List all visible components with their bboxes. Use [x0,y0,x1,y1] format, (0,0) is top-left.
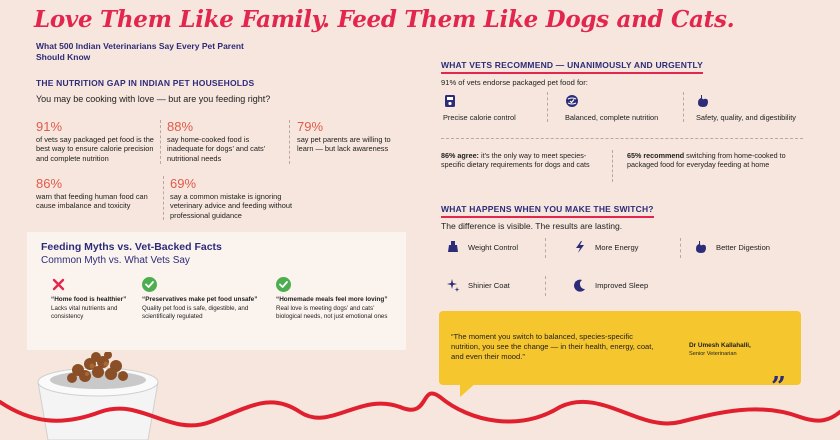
recommend-text: switching from home-cooked to packaged food for everyday feeding at home [627,151,786,170]
feature-label: Balanced, complete nutrition [565,113,659,122]
cross-icon [51,277,66,292]
benefit-item [694,240,770,254]
svg-text:z: z [575,280,578,285]
sparkle-icon [446,278,460,292]
gap-heading-text: THE NUTRITION GAP IN INDIAN PET HOUSEHOLDS [36,78,255,88]
stat-card [36,176,158,211]
heading-underline [441,216,654,218]
benefit-label: More Energy [595,242,639,252]
agree-text: it’s the only way to meet species-specific dietary requirements for dogs and cats [441,151,590,170]
myth-quote: “Home food is healthier” [51,296,127,303]
stat-percent: 79% [297,119,324,134]
benefit-label: Weight Control [468,242,519,252]
benefit-item [446,278,510,292]
recommend-heading [441,60,703,74]
stomach-icon [696,94,710,108]
red-ribbon-line [0,382,840,440]
stat-text: say home-cooked food is inadequate for dogs’ and cats’ nutritional needs [167,135,266,163]
divider [683,92,684,122]
quote-text: “The moment you switch to balanced, species-specific nutrition, you see the change — in their health, energy, coat, and even their mood.” [451,332,654,361]
benefit-item [573,240,638,254]
heading-underline [441,72,703,74]
divider [160,120,161,164]
stat-text: say pet parents are willing to learn — but lack awareness [297,135,391,154]
stat-card [170,176,298,220]
stat-text: of vets say packaged pet food is the best way to ensure calorie precision and complete nutrition [36,135,154,163]
globe-icon [565,94,579,108]
benefit-item [446,240,518,254]
check-icon [142,277,157,292]
page-title: Love Them Like Family. Feed Them Like Dogs and Cats. [34,6,735,33]
lightning-icon [573,240,587,254]
stat-percent: 88% [167,119,194,134]
recommend-lede: 91% of vets endorse packaged pet food for: [441,78,588,87]
switch-heading [441,204,654,218]
stat-text: say a common mistake is ignoring veterinary advice and feeding without professional guidance [170,192,293,220]
agree-note [441,151,603,170]
myths-heading: Feeding Myths vs. Vet-Backed Facts [41,241,222,253]
check-icon [276,277,291,292]
stat-text: warn that feeding human food can cause imbalance and toxicity [36,192,148,211]
scale-icon [443,94,457,108]
stomach-icon [694,240,708,254]
stat-card [297,119,405,154]
quote-author: Dr Umesh Kallahalli, [689,342,751,349]
divider [612,150,613,182]
quote-callout [439,311,801,385]
switch-heading-text: WHAT HAPPENS WHEN YOU MAKE THE SWITCH? [441,204,654,214]
benefit-label: Improved Sleep [595,280,649,290]
divider [441,138,803,139]
stat-percent: 91% [36,119,63,134]
recommend-heading-text: WHAT VETS RECOMMEND — UNANIMOUSLY AND URGENTLY [441,60,704,70]
agree-bold: 86% agree: [441,151,479,160]
divider [289,120,290,164]
myth-detail: Lacks vital nutrients and consistency [51,305,118,320]
benefit-item [573,278,648,292]
feature-label: Precise calorie control [443,113,516,122]
divider [163,176,164,220]
quote-role: Senior Veterinarian [689,351,737,357]
sleep-icon [573,278,587,292]
myth-quote: “Homemade meals feel more loving” [276,296,388,303]
myths-panel [27,232,406,350]
benefit-label: Better Digestion [716,242,771,252]
divider [545,276,546,296]
feature-item [443,94,543,122]
stat-card [36,119,160,163]
feature-item [696,94,816,122]
divider [545,238,546,258]
switch-lede: The difference is visible. The results are lasting. [441,221,623,231]
recommend-bold: 65% recommend [627,151,685,160]
feature-item [565,94,677,122]
recommend-note [627,151,803,170]
stat-percent: 86% [36,176,63,191]
myths-subheading: Common Myth vs. What Vets Say [41,255,190,266]
page-subtitle: What 500 Indian Veterinarians Say Every Pet Parent Should Know [36,41,244,62]
scale-icon [446,240,460,254]
myth-item [142,277,262,321]
myth-item [276,277,400,321]
gap-lede: You may be cooking with love — but are you feeding right? [36,94,271,104]
benefit-label: Shinier Coat [468,280,510,290]
quote-tail [460,383,476,397]
feature-label: Safety, quality, and digestibility [696,113,796,122]
gap-heading [36,78,254,88]
stat-percent: 69% [170,176,197,191]
quote-mark-icon: ” [771,372,786,402]
myth-quote: “Preservatives make pet food unsafe” [142,296,258,303]
divider [680,238,681,258]
stat-card [167,119,287,163]
myth-detail: Real love is meeting dogs’ and cats’ biological needs, not just emotional ones [276,305,388,320]
myth-detail: Quality pet food is safe, digestible, and scientifically regulated [142,305,249,320]
divider [547,92,548,122]
